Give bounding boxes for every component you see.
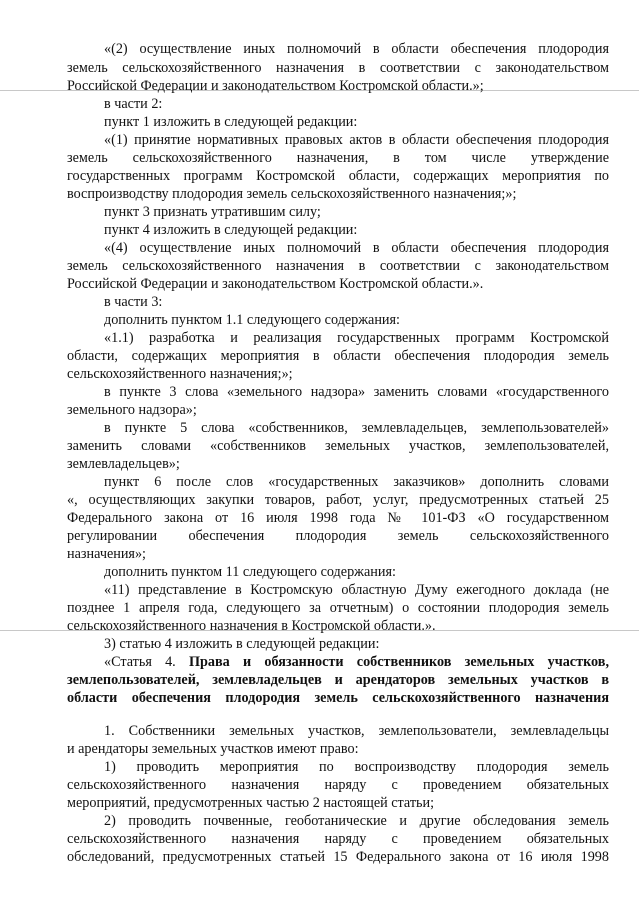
text-line: «, осуществляющих закупки товаров, работ, услуг, предусмотренных статьей 25 [67, 492, 609, 508]
text-line: сельскохозяйственного назначения наряду с проведением обязательных [67, 831, 609, 847]
text-line: Российской Федерации и законодательством Костромской области.». [67, 276, 484, 292]
text-line: земельного надзора»; [67, 402, 197, 418]
text-line: 1) проводить мероприятия по воспроизводству плодородия земель [104, 759, 609, 775]
text-line: заменить словами «собственников земельных участков, землепользователей, [67, 438, 609, 454]
text-line: сельскохозяйственного назначения наряду с проведением обязательных [67, 777, 609, 793]
text-line: позднее 1 апреля года, следующего за отчетным) о состоянии плодородия земель [67, 600, 609, 616]
text-line: 2) проводить почвенные, геоботанические и другие обследования земель [104, 813, 609, 829]
text-line: сельскохозяйственного назначения;»; [67, 366, 293, 382]
text-line: области, содержащих мероприятия в области обеспечения плодородия земель [67, 348, 609, 364]
text-line: «11) представление в Костромскую областную Думу ежегодного доклада (не [104, 582, 609, 598]
text-line: в пункте 3 слова «земельного надзора» заменить словами «государственного [104, 384, 609, 400]
text-line: в части 3: [104, 294, 163, 310]
text-line: 1. Собственники земельных участков, землепользователи, землевладельцы [104, 723, 609, 739]
text-line: в части 2: [104, 96, 163, 112]
text-line: мероприятий, предусмотренных частью 2 настоящей статьи; [67, 795, 435, 811]
text-line: назначения»; [67, 546, 146, 562]
text-line: регулировании обеспечения плодородия земель сельскохозяйственного [67, 528, 609, 544]
text-line: Российской Федерации и законодательством Костромской области.»; [67, 78, 484, 94]
text-line: земель сельскохозяйственного назначения, в том числе утверждение [67, 150, 609, 166]
text-line: «1.1) разработка и реализация государственных программ Костромской [104, 330, 609, 346]
text-line: пункт 6 после слов «государственных заказчиков» дополнить словами [104, 474, 609, 490]
text-line: пункт 3 признать утратившим силу; [104, 204, 321, 220]
text-line: землевладельцев»; [67, 456, 180, 472]
text-line: «(2) осуществление иных полномочий в области обеспечения плодородия [104, 41, 609, 57]
text-line: сельскохозяйственного назначения в Костромской области.». [67, 618, 436, 634]
text-line: «(1) принятие нормативных правовых актов в области обеспечения плодородия [104, 132, 609, 148]
text-line: пункт 4 изложить в следующей редакции: [104, 222, 358, 238]
text-line: области обеспечения плодородия земель сельскохозяйственного назначения [67, 690, 609, 706]
text-line: Федерального закона от 16 июля 1998 года № 101-ФЗ «О государственном [67, 510, 609, 526]
text-line: воспроизводству плодородия земель сельскохозяйственного назначения;»; [67, 186, 517, 202]
text-line: земель сельскохозяйственного назначения в соответствии с законодательством [67, 60, 609, 76]
text-line: дополнить пунктом 1.1 следующего содержания: [104, 312, 400, 328]
text-line: пункт 1 изложить в следующей редакции: [104, 114, 358, 130]
text-line: государственных программ Костромской области, содержащих мероприятия по [67, 168, 609, 184]
text-line: и арендаторы земельных участков имеют право: [67, 741, 359, 757]
text-line: «Статья 4. Права и обязанности собственников земельных участков, [104, 654, 610, 670]
text-line: обследований, предусмотренных статьей 15 Федерального закона от 16 июля 1998 [67, 849, 609, 865]
text-line: дополнить пунктом 11 следующего содержания: [104, 564, 396, 580]
text-line: «(4) осуществление иных полномочий в области обеспечения плодородия [104, 240, 609, 256]
text-line: 3) статью 4 изложить в следующей редакции: [104, 636, 380, 652]
text-line: земель сельскохозяйственного назначения в соответствии с законодательством [67, 258, 609, 274]
text-line: землепользователей, землевладельцев и арендаторов земельных участков в [67, 672, 609, 688]
text-line: в пункте 5 слова «собственников, землевладельцев, землепользователей» [104, 420, 609, 436]
